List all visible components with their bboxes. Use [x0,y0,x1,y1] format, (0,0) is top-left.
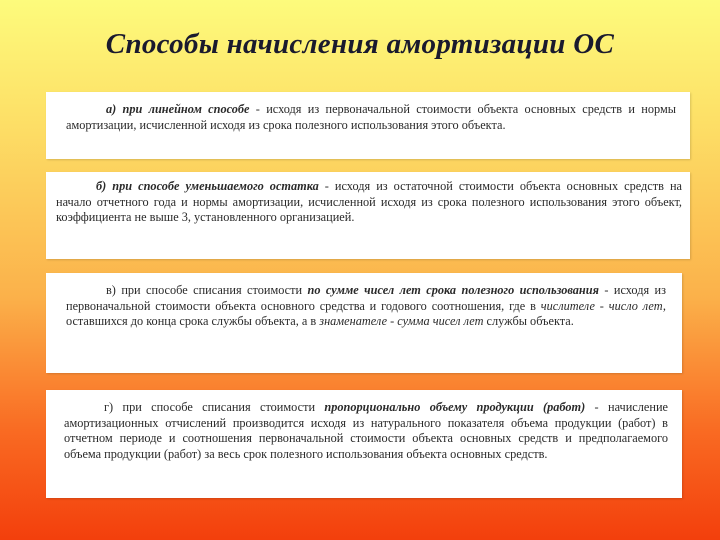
method-linear-name: а) при линейном способе [106,102,250,116]
method-linear-text [66,102,676,133]
method-sum-of-years-numerator: числителе - число лет, [540,298,666,313]
method-declining-balance-description: - исходя из остаточной стоимости объекта основных средств на начало отчетного года и нормы амортизации, исчисленной исходя из срока полезного использования этого объект, коэффициента не выше 3, установленного организацией. [56,179,682,224]
method-sum-of-years-name: по сумме чисел лет срока полезного использования [307,283,599,297]
slide-title: Способы начисления амортизации ОС [105,28,615,60]
method-sum-of-years-text-1: - исходя из первоначальной стоимости объекта основного средства и годового соотношения, где в [66,283,666,313]
method-sum-of-years-text [66,283,666,330]
method-units-of-production-box [46,390,682,498]
method-sum-of-years-box [46,273,682,373]
method-declining-balance-text [56,179,682,226]
method-sum-of-years-text-2: оставшихся до конца срока службы объекта, а в [66,314,320,328]
method-linear-description: - исходя из первоначальной стоимости объекта основных средств и нормы амортизации, исчисленной исходя из срока полезного использования этого объекта. [66,102,676,132]
method-declining-balance-box [46,172,690,259]
method-sum-of-years-prefix: в) при способе списания стоимости [106,283,308,297]
method-units-of-production-name: пропорционально объему продукции (работ) [324,400,586,414]
method-sum-of-years-denominator: знаменателе - сумма чисел лет [319,314,484,328]
method-declining-balance-name: б) при способе уменьшаемого остатка [96,179,319,193]
method-units-of-production-prefix: г) при способе списания стоимости [104,400,325,414]
method-linear-box [46,92,690,159]
method-sum-of-years-text-3: службы объекта. [483,314,574,328]
method-units-of-production-description: - начисление амортизационных отчислений производится исходя из натурального показателя объема продукции (работ) в отчетном периоде и соотношения первоначальной стоимости объекта основных средств и предполагаемого объема продукции (работ) за весь срок полезного использования объекта основных средств. [64,400,668,461]
method-units-of-production-text [64,400,668,462]
